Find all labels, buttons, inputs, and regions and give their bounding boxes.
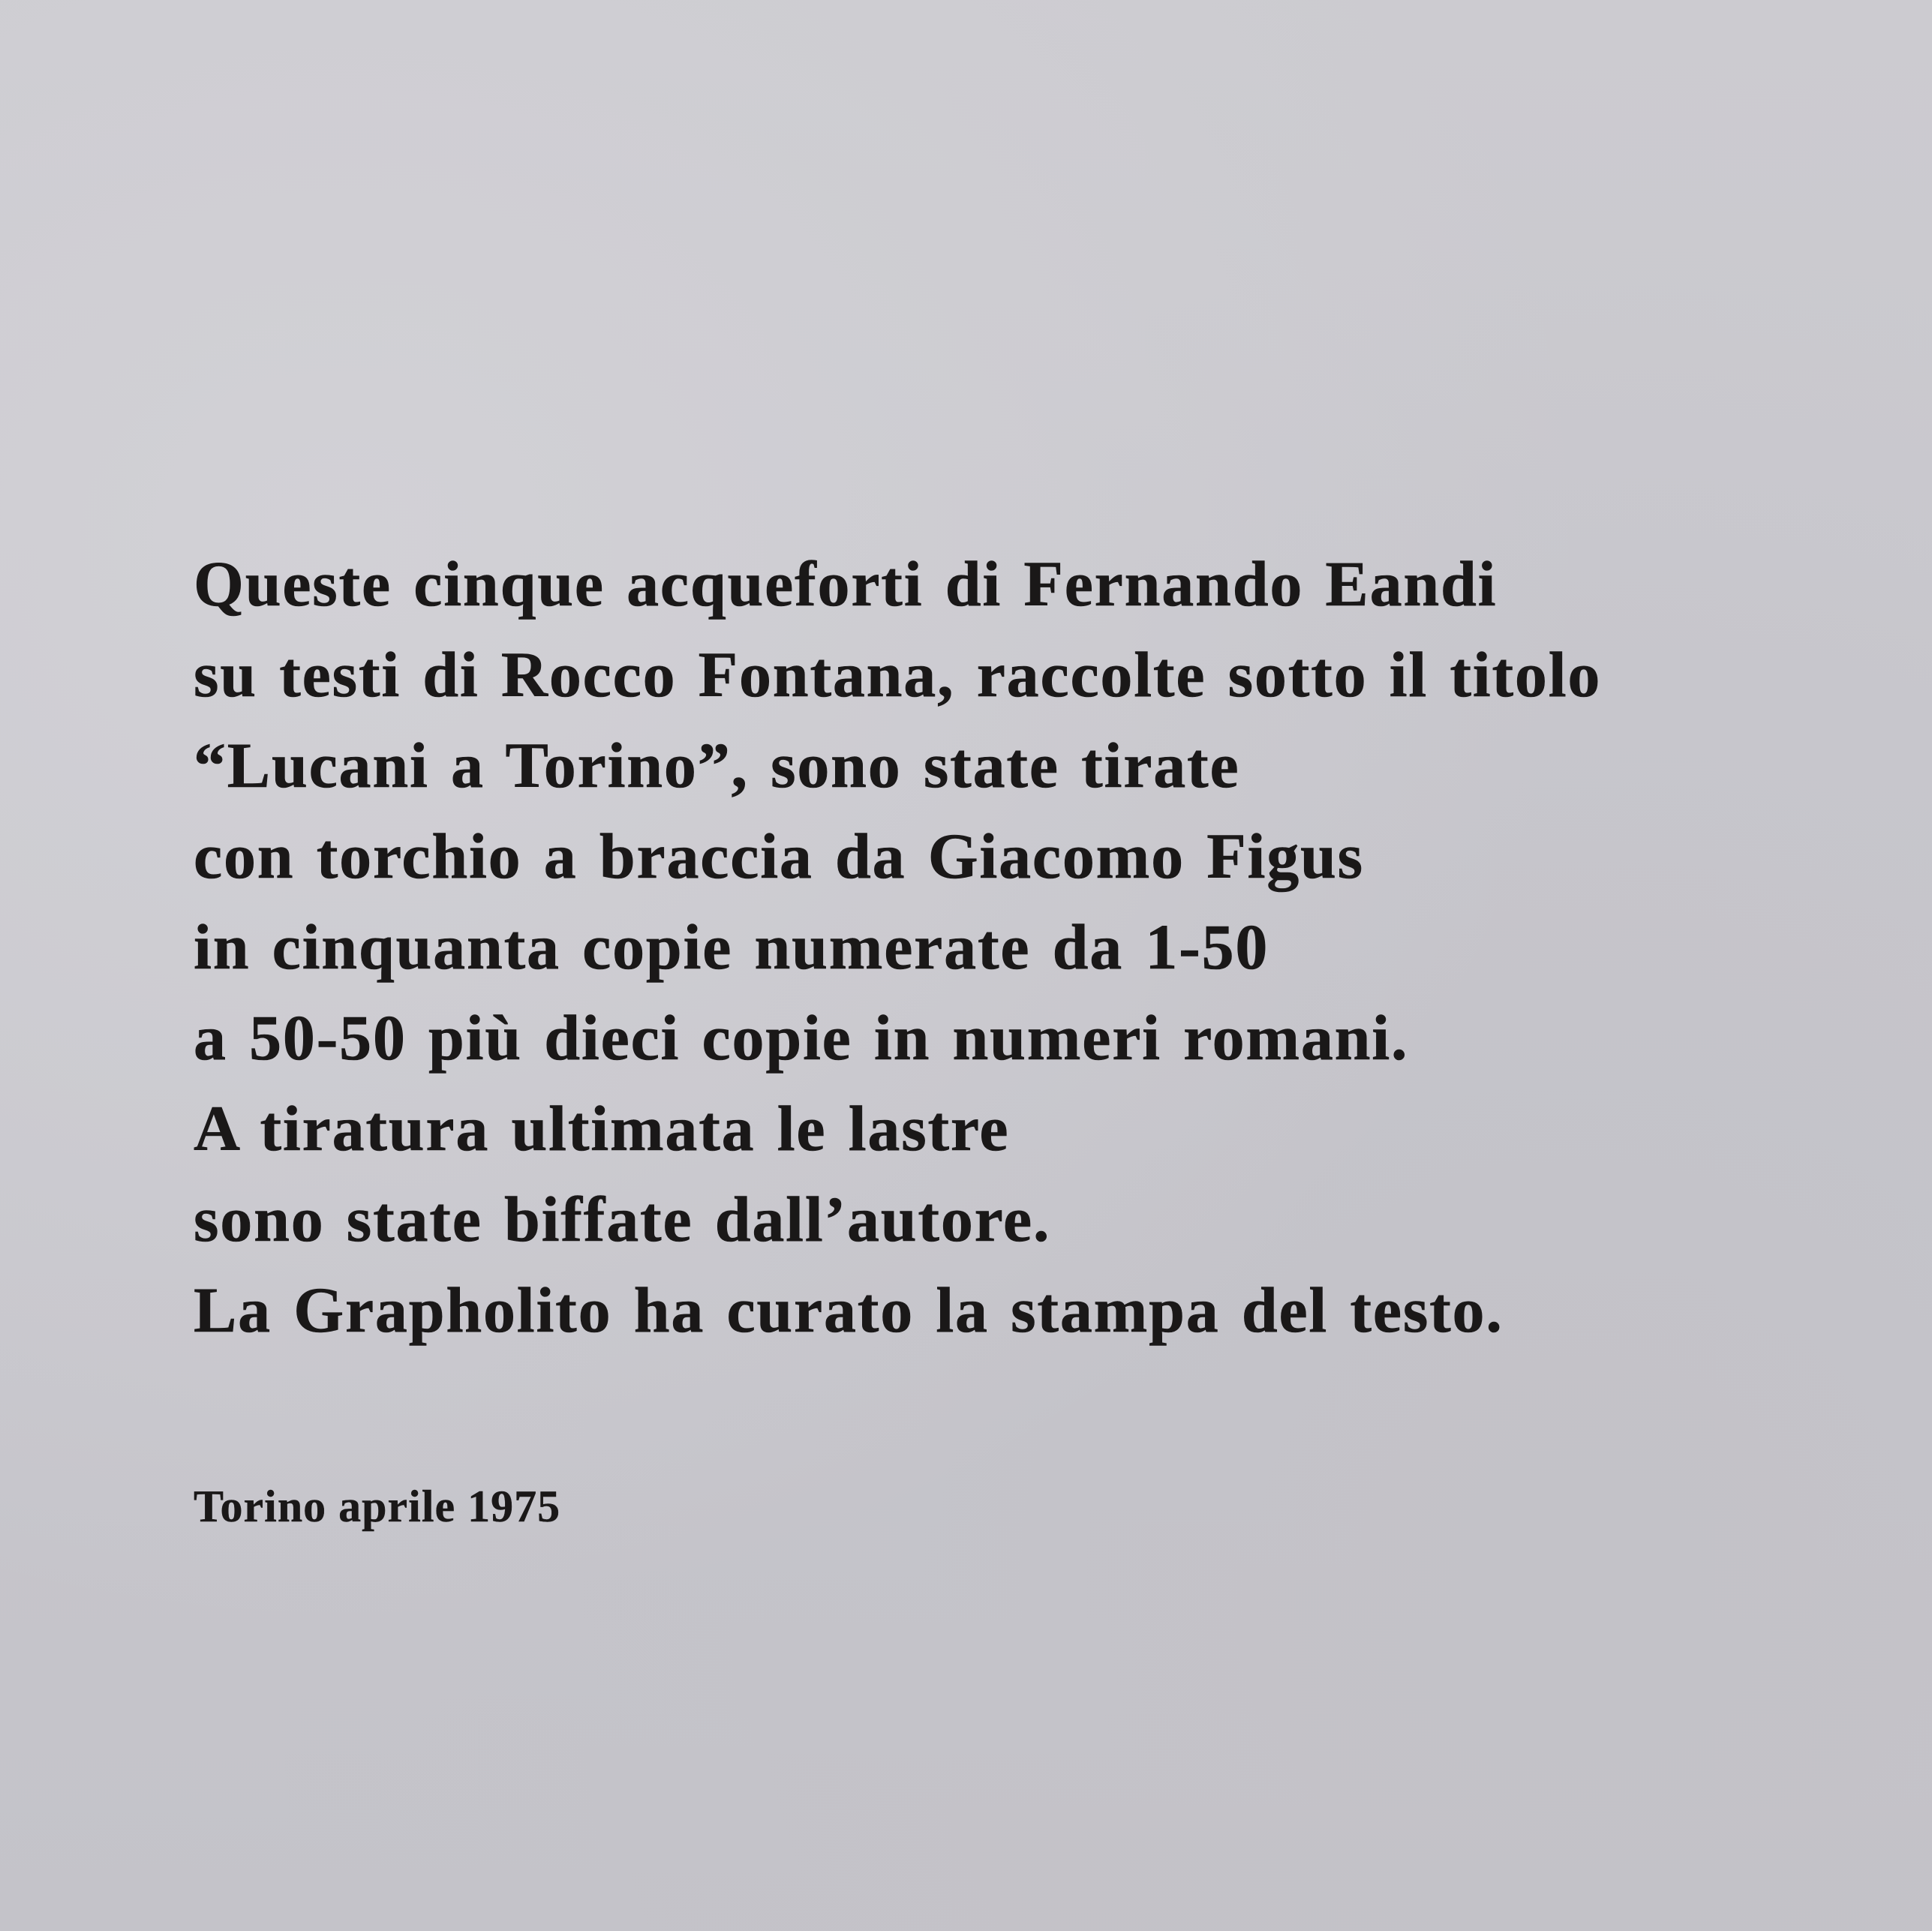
- colophon-line: La Grapholito ha curato la stampa del testo.: [194, 1274, 1504, 1346]
- place-and-date: Torino aprile 1975: [194, 1482, 561, 1531]
- colophon-line: A tiratura ultimata le lastre: [194, 1092, 1010, 1164]
- colophon-line: “Lucani a Torino”, sono state tirate: [194, 729, 1240, 801]
- colophon-line: a 50-50 più dieci copie in numeri romani.: [194, 1002, 1409, 1074]
- colophon-line: su testi di Rocco Fontana, raccolte sotto il titolo: [194, 638, 1602, 710]
- colophon-line: in cinquanta copie numerate da 1-50: [194, 911, 1269, 983]
- colophon-line: con torchio a braccia da Giacomo Figus: [194, 820, 1364, 892]
- colophon-line: sono state biffate dall’autore.: [194, 1183, 1051, 1255]
- colophon-line: Queste cinque acqueforti di Fernando Eandi: [194, 548, 1498, 620]
- colophon-text: [194, 539, 1601, 1356]
